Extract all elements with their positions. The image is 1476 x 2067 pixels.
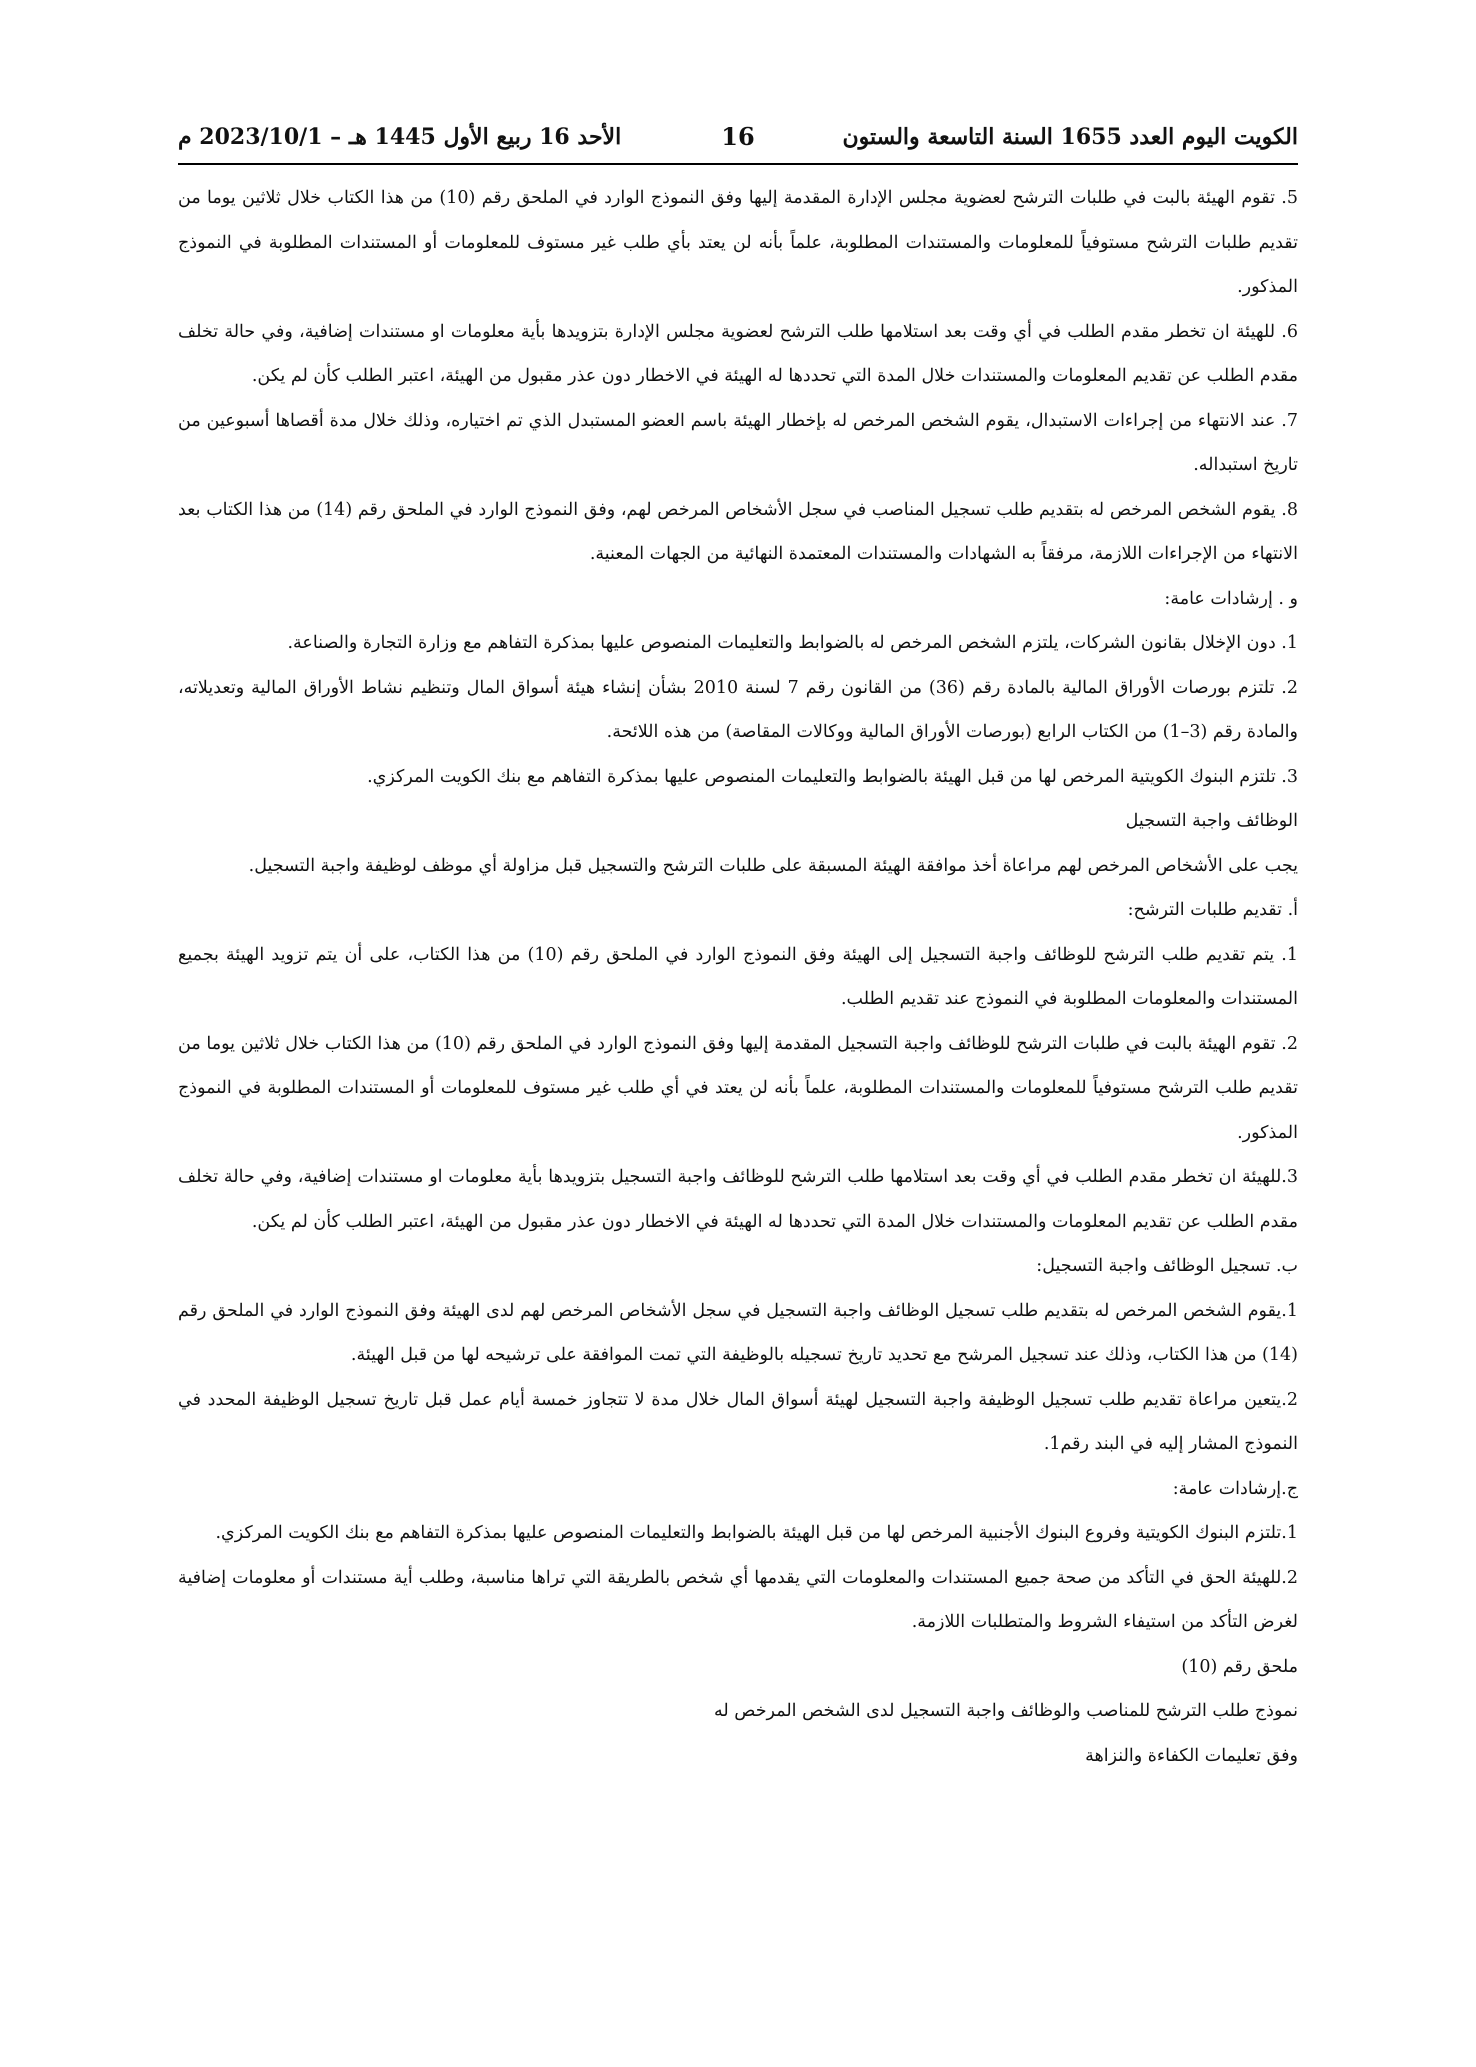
document-body xyxy=(178,176,1298,2036)
registrable-functions-intro: يجب على الأشخاص المرخص لهم مراعاة أخذ موافقة الهيئة المسبقة على طلبات الترشح والتسجيل قبل مزاولة أي موظف لوظيفة واجبة التسجيل. xyxy=(248,855,1298,876)
annex-title-line-2: وفق تعليمات الكفاءة والنزاهة xyxy=(1085,1745,1298,1766)
paragraph-item-5: 5. تقوم الهيئة بالبت في طلبات الترشح لعضوية مجلس الإدارة المقدمة إليها وفق النموذج الوارد في الملحق رقم (10) من هذا الكتاب خلال ثلاثين يوما من تقديم طلبات الترشح مستوفياً للمعلومات والمستندات المطلوبة، علماً بأنه لن يعتد بأي طلب غير مستوف للمعلومات أو المستندات المطلوبة في النموذج المذكور. xyxy=(178,188,1298,297)
registration-item-2: 2.يتعين مراعاة تقديم طلب تسجيل الوظيفة واجبة التسجيل لهيئة أسواق المال خلال مدة لا تتجاوز خمسة أيام عمل قبل تاريخ تسجيل الوظيفة المحدد في النموذج المشار إليه في البند رقم1. xyxy=(178,1389,1298,1454)
guidance-item-3: 3. تلتزم البنوك الكويتية المرخص لها من قبل الهيئة بالضوابط والتعليمات المنصوص عليها بمذكرة التفاهم مع بنك الكويت المركزي. xyxy=(367,766,1298,787)
general-guidance-item-1: 1.تلتزم البنوك الكويتية وفروع البنوك الأجنبية المرخص لها من قبل الهيئة بالضوابط والتعليمات المنصوص عليها بمذكرة التفاهم مع بنك الكويت المركزي. xyxy=(215,1523,1298,1543)
page-header xyxy=(178,118,1298,160)
header-divider xyxy=(178,163,1298,165)
registration-item-1: 1.يقوم الشخص المرخص له بتقديم طلب تسجيل الوظائف واجبة التسجيل في سجل الأشخاص المرخص لهم لدى الهيئة وفق النموذج الوارد في الملحق رقم (14) من هذا الكتاب، وذلك عند تسجيل المرشح مع تحديد تاريخ تسجيله بالوظيفة التي تمت الموافقة على ترشيحه لها من قبل الهيئة. xyxy=(178,1300,1298,1365)
paragraph-item-7: 7. عند الانتهاء من إجراءات الاستبدال، يقوم الشخص المرخص له بإخطار الهيئة باسم العضو المستبدل الذي تم اختياره، وذلك خلال مدة أقصاها أسبوعين من تاريخ استبداله. xyxy=(178,410,1298,475)
subsection-heading-registration: ب. تسجيل الوظائف واجبة التسجيل: xyxy=(1036,1256,1298,1276)
issue-date: الأحد 16 ربيع الأول 1445 هـ – 2023/10/1 م xyxy=(178,124,622,150)
section-heading-registrable-functions: الوظائف واجبة التسجيل xyxy=(1125,811,1298,831)
subsection-heading-general-guidance: ج.إرشادات عامة: xyxy=(1172,1478,1298,1499)
gazette-issue-info: الكويت اليوم العدد 1655 السنة التاسعة والستون xyxy=(842,124,1298,150)
guidance-item-1: 1. دون الإخلال بقانون الشركات، يلتزم الشخص المرخص له بالضوابط والتعليمات المنصوص عليها بمذكرة التفاهم مع وزارة التجارة والصناعة. xyxy=(287,633,1298,653)
nomination-item-2: 2. تقوم الهيئة بالبت في طلبات الترشح للوظائف واجبة التسجيل المقدمة إليها وفق النموذج الوارد في الملحق رقم (10) من هذا الكتاب خلال ثلاثين يوما من تقديم طلب الترشح مستوفياً للمعلومات والمستندات المطلوبة، علماً بأنه لن يعتد في أي طلب غير مستوف للمعلومات أو المستندات المطلوبة في النموذج المذكور. xyxy=(178,1033,1298,1143)
guidance-item-2: 2. تلتزم بورصات الأوراق المالية بالمادة رقم (36) من القانون رقم 7 لسنة 2010 بشأن إنشاء هيئة أسواق المال وتنظيم نشاط الأوراق المالية وتعديلاته، والمادة رقم (3–1) من الكتاب الرابع (بورصات الأوراق المالية ووكالات المقاصة) من هذه اللائحة. xyxy=(178,677,1298,742)
paragraph-item-8: 8. يقوم الشخص المرخص له بتقديم طلب تسجيل المناصب في سجل الأشخاص المرخص لهم، وفق النموذج الوارد في الملحق رقم (14) من هذا الكتاب بعد الانتهاء من الإجراءات اللازمة، مرفقاً به الشهادات والمستندات المعتمدة النهائية من الجهات المعنية. xyxy=(178,499,1298,564)
nomination-item-3: 3.للهيئة ان تخطر مقدم الطلب في أي وقت بعد استلامها طلب الترشح للوظائف واجبة التسجيل بتزويدها بأية معلومات او مستندات إضافية، وفي حالة تخلف مقدم الطلب عن تقديم المعلومات والمستندات خلال المدة التي تحددها له الهيئة في الاخطار دون عذر مقبول من الهيئة، اعتبر الطلب كأن لم يكن. xyxy=(178,1167,1298,1232)
nomination-item-1: 1. يتم تقديم طلب الترشح للوظائف واجبة التسجيل إلى الهيئة وفق النموذج الوارد في الملحق رقم (10) من هذا الكتاب، على أن يتم تزويد الهيئة بجميع المستندات والمعلومات المطلوبة في النموذج عند تقديم الطلب. xyxy=(178,944,1298,1009)
annex-title-line-1: نموذج طلب الترشح للمناصب والوظائف واجبة التسجيل لدى الشخص المرخص له xyxy=(714,1701,1298,1721)
paragraph-item-6: 6. للهيئة ان تخطر مقدم الطلب في أي وقت بعد استلامها طلب الترشح لعضوية مجلس الإدارة بتزويدها بأية معلومات او مستندات إضافية، وفي حالة تخلف مقدم الطلب عن تقديم المعلومات والمستندات خلال المدة التي تحددها له الهيئة في الاخطار دون عذر مقبول من الهيئة، اعتبر الطلب كأن لم يكن. xyxy=(178,321,1298,386)
subsection-heading-nomination: أ. تقديم طلبات الترشح: xyxy=(1127,900,1298,920)
section-heading-general-guidance: و . إرشادات عامة: xyxy=(1164,588,1298,609)
general-guidance-item-2: 2.للهيئة الحق في التأكد من صحة جميع المستندات والمعلومات التي يقدمها أي شخص بالطريقة التي تراها مناسبة، وطلب أية مستندات أو معلومات إضافية لغرض التأكد من استيفاء الشروط والمتطلبات اللازمة. xyxy=(178,1567,1298,1632)
page-number: 16 xyxy=(721,122,755,151)
annex-heading: ملحق رقم (10) xyxy=(1181,1656,1298,1677)
